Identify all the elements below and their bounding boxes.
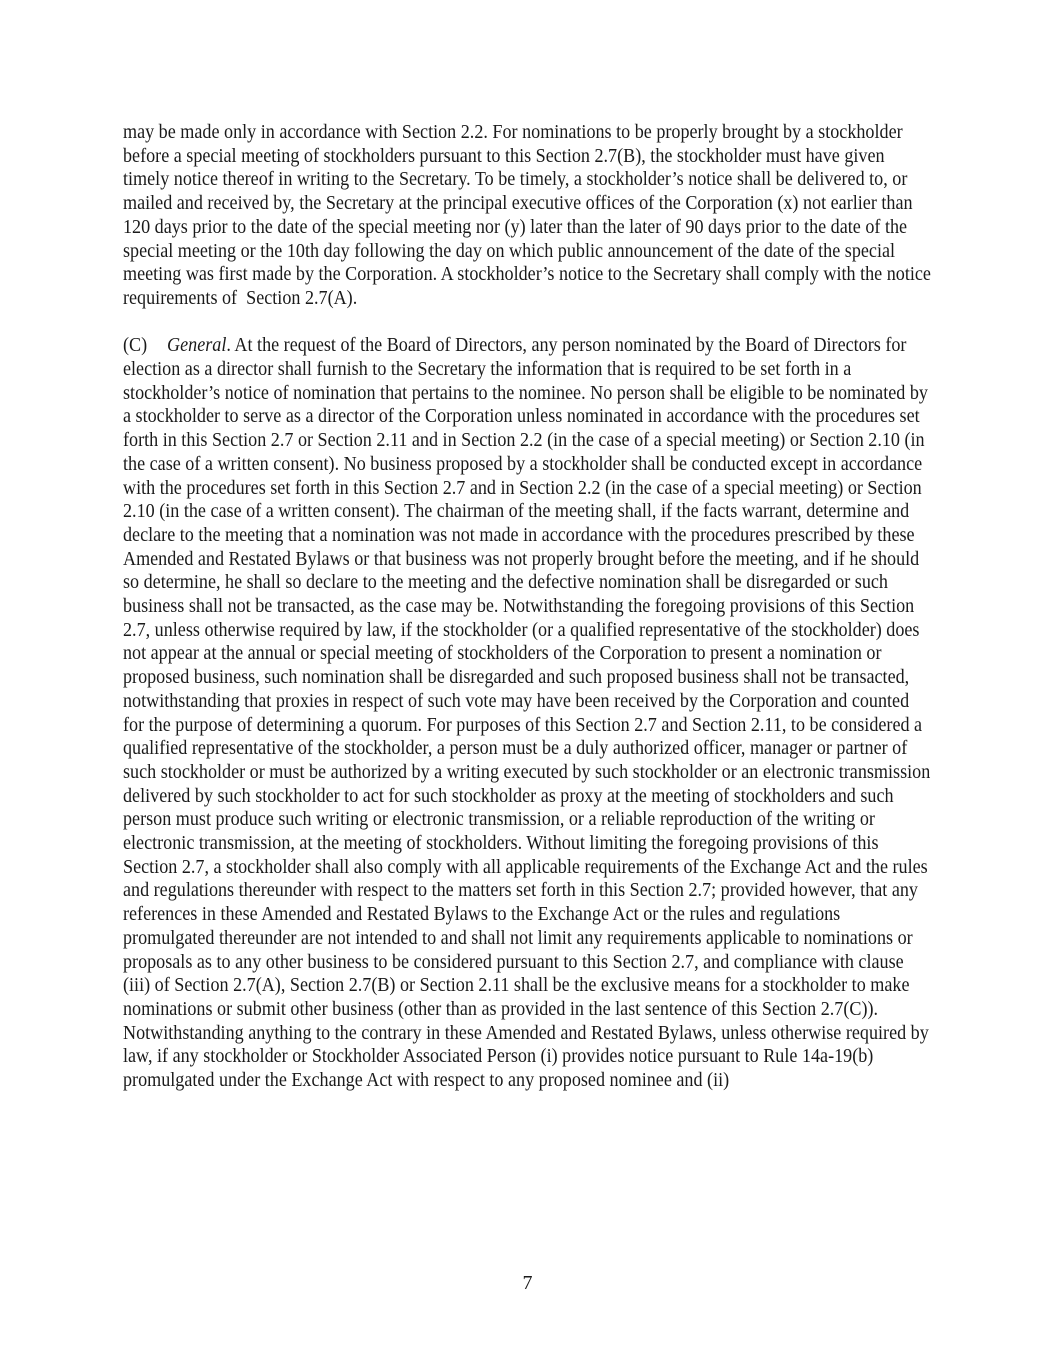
paragraph-special-meeting-notice (123, 121, 934, 311)
paragraph-general-heading: General (167, 334, 227, 357)
paragraph-general (123, 334, 934, 1093)
paragraph-special-meeting-notice-text: may be made only in accordance with Section 2.2. For nominations to be properly brought by a stockholder before a special meeting of stockholders pursuant to this Section 2.7(B), the stockholder must have given timely notice thereof in writing to the Secretary. To be timely, a stockholder’s notice shall be delivered to, or mailed and received by, the Secretary at the principal executive offices of the Corporation (x) not earlier than 120 days prior to the date of the special meeting nor (y) later than the later of 90 days prior to the date of the special meeting or the 10th day following the day on which public announcement of the date of the special meeting was first made by the Corporation. A stockholder’s notice to the Secretary shall comply with the notice requirements of Section 2.7(A). (123, 121, 936, 309)
document-body (123, 121, 934, 1117)
paragraph-general-marker: (C) (123, 334, 148, 357)
paragraph-general-text: . At the request of the Board of Directors, any person nominated by the Board of Directors for election as a director shall furnish to the Secretary the information that is required to be set forth in a stockholder’s notice of nomination that pertains to the nominee. No person shall be eligible to be nominated by a stockholder to serve as a director of the Corporation unless nominated in accordance with the procedures set forth in this Section 2.7 or Section 2.11 and in Section 2.2 (in the case of a special meeting) or Section 2.10 (in the case of a written consent). No business proposed by a stockholder shall be conducted except in accordance with the procedures set forth in this Section 2.7 and in Section 2.2 (in the case of a special meeting) or Section 2.10 (in the case of a written consent). The chairman of the meeting shall, if the facts warrant, determine and declare to the meeting that a nomination was not made in accordance with the procedures prescribed by these Amended and Restated Bylaws or that business was not properly brought before the meeting, and if he should so determine, he shall so declare to the meeting and the defective nomination shall be disregarded or such business shall not be transacted, as the case may be. Notwithstanding the foregoing provisions of this Section 2.7, unless otherwise required by law, if the stockholder (or a qualified representative of the stockholder) does not appear at the annual or special meeting of stockholders of the Corporation to present a nomination or proposed business, such nomination shall be disregarded and such proposed business shall not be transacted, notwithstanding that proxies in respect of such vote may have been received by the Corporation and counted for the purpose of determining a quorum. For purposes of this Section 2.7 and Section 2.11, to be considered a qualified representative of the stockholder, a person must be a duly authorized officer, manager or partner of such stockholder or must be authorized by a writing executed by such stockholder or an electronic transmission delivered by such stockholder to act for such stockholder as proxy at the meeting of stockholders and such person must produce such writing or electronic transmission, or a reliable reproduction of the writing or electronic transmission, at the meeting of stockholders. Without limiting the foregoing provisions of this Section 2.7, a stockholder shall also comply with all applicable requirements of the Exchange Act and the rules and regulations thereunder with respect to the matters set forth in this Section 2.7; provided however, that any references in these Amended and Restated Bylaws to the Exchange Act or the rules and regulations promulgated thereunder are not intended to and shall not limit any requirements applicable to nominations or proposals as to any other business to be considered pursuant to this Section 2.7, and compliance with clause (iii) of Section 2.7(A), Section 2.7(B) or Section 2.11 shall be the exclusive means for a stockholder to make nominations or submit other business (other than as provided in the last sentence of this Section 2.7(C)). Notwithstanding anything to the contrary in these Amended and Restated Bylaws, unless otherwise required by law, if any stockholder or Stockholder Associated Person (i) provides notice pursuant to Rule 14a-19(b) promulgated under the Exchange Act with respect to any proposed nominee and (ii) (123, 334, 935, 1092)
page-number: 7 (522, 1272, 533, 1294)
